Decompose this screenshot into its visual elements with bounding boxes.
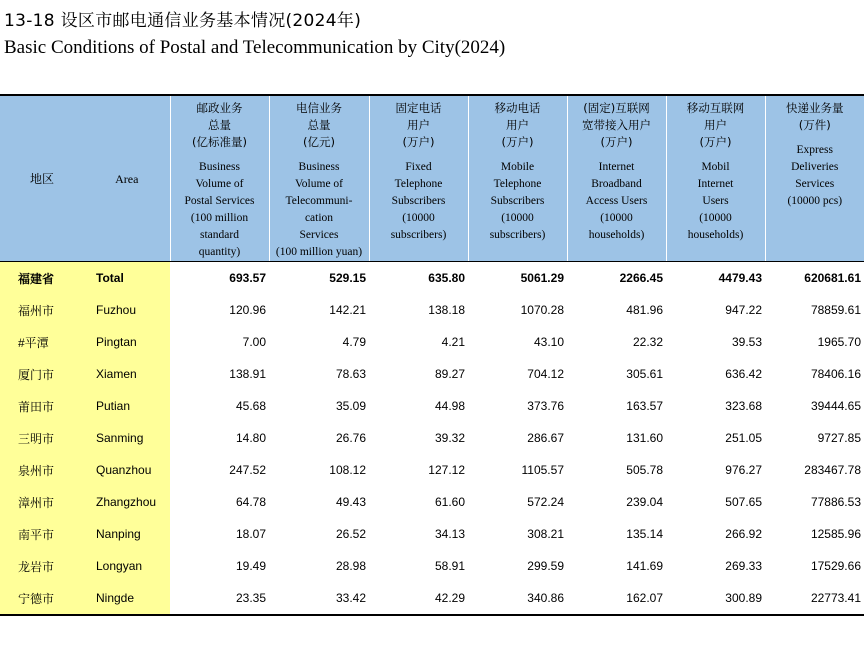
table-row-total (0, 262, 864, 295)
value-cell: 120.96 (229, 303, 266, 317)
value-cell: 22773.41 (810, 591, 861, 605)
table-row (0, 422, 864, 454)
header-row (0, 95, 864, 262)
value-cell: 4479.43 (718, 271, 762, 285)
table-title-cn: 13-18 设区市邮电通信业务基本情况(2024年) (4, 11, 362, 31)
value-cell: 22.32 (632, 335, 663, 349)
value-cell: 64.78 (235, 495, 266, 509)
table-row (0, 326, 864, 358)
value-cell: 7.00 (242, 335, 266, 349)
value-cell: 39.53 (731, 335, 762, 349)
value-cell: 4.79 (342, 335, 366, 349)
table-row (0, 358, 864, 390)
header-col-en: Fixed Telephone Subscribers (10000 subscribers) (390, 161, 447, 241)
value-cell: 43.10 (533, 335, 564, 349)
value-cell: 1105.57 (521, 463, 564, 477)
value-cell: 19.49 (235, 559, 266, 573)
header-col-cn: 移动电话 用户 (万户) (494, 101, 541, 149)
area-cell: Fuzhou (84, 294, 170, 326)
value-cell: 286.67 (527, 431, 564, 445)
value-cell: 35.09 (335, 399, 366, 413)
table-row (0, 550, 864, 582)
area-cell: Quanzhou (84, 454, 170, 486)
area-cell: Putian (84, 390, 170, 422)
value-cell: 1070.28 (520, 303, 564, 317)
value-cell: 39444.65 (810, 399, 861, 413)
header-col-cn: (固定)互联网 宽带接入用户 (万户) (582, 101, 651, 149)
value-cell: 9727.85 (817, 431, 861, 445)
region-cell: 福建省 (0, 262, 84, 295)
value-cell: 947.22 (725, 303, 762, 317)
region-cell: 莆田市 (0, 390, 84, 422)
value-cell: 131.60 (626, 431, 663, 445)
header-col-cn: 邮政业务 总量 (亿标准量) (192, 101, 247, 149)
region-cell: 龙岩市 (0, 550, 84, 582)
value-cell: 269.33 (725, 559, 762, 573)
value-cell: 17529.66 (810, 559, 861, 573)
value-cell: 239.04 (626, 495, 663, 509)
region-cell: 泉州市 (0, 454, 84, 486)
header-col (269, 95, 369, 262)
value-cell: 18.07 (235, 527, 266, 541)
value-cell: 78.63 (335, 367, 366, 381)
area-cell: Pingtan (84, 326, 170, 358)
value-cell: 300.89 (725, 591, 762, 605)
value-cell: 138.91 (229, 367, 266, 381)
area-cell: Total (84, 262, 170, 295)
value-cell: 529.15 (329, 271, 366, 285)
value-cell: 26.76 (335, 431, 366, 445)
value-cell: 89.27 (434, 367, 465, 381)
value-cell: 5061.29 (520, 271, 564, 285)
header-col-cn: 电信业务 总量 (亿元) (296, 101, 342, 149)
value-cell: 61.60 (434, 495, 465, 509)
value-cell: 163.57 (626, 399, 663, 413)
value-cell: 162.07 (626, 591, 663, 605)
value-cell: 266.92 (725, 527, 762, 541)
area-cell: Sanming (84, 422, 170, 454)
region-cell: 南平市 (0, 518, 84, 550)
value-cell: 1965.70 (817, 335, 861, 349)
value-cell: 28.98 (335, 559, 366, 573)
value-cell: 23.35 (235, 591, 266, 605)
area-cell: Xiamen (84, 358, 170, 390)
value-cell: 323.68 (725, 399, 762, 413)
table-row (0, 294, 864, 326)
region-cell: 福州市 (0, 294, 84, 326)
value-cell: 283467.78 (804, 463, 861, 477)
region-cell: 宁德市 (0, 582, 84, 615)
value-cell: 77886.53 (810, 495, 861, 509)
region-cell: 漳州市 (0, 486, 84, 518)
value-cell: 299.59 (527, 559, 564, 573)
value-cell: 34.13 (434, 527, 465, 541)
area-cell: Nanping (84, 518, 170, 550)
value-cell: 58.91 (434, 559, 465, 573)
header-col-en: Internet Broadband Access Users (10000 households) (585, 161, 648, 241)
value-cell: 976.27 (725, 463, 762, 477)
header-col (369, 95, 468, 262)
table-body (0, 262, 864, 616)
value-cell: 78859.61 (810, 303, 861, 317)
table-row (0, 582, 864, 615)
value-cell: 693.57 (229, 271, 266, 285)
table-row (0, 486, 864, 518)
value-cell: 39.32 (434, 431, 465, 445)
table-row (0, 518, 864, 550)
value-cell: 572.24 (527, 495, 564, 509)
header-col-cn: 固定电话 用户 (万户) (395, 101, 442, 149)
header-col (765, 95, 864, 262)
header-col-en: Mobile Telephone Subscribers (10000 subscribers) (489, 161, 546, 241)
value-cell: 505.78 (626, 463, 663, 477)
value-cell: 44.98 (434, 399, 465, 413)
value-cell: 12585.96 (810, 527, 861, 541)
header-col (170, 95, 269, 262)
header-col-en: Business Volume of Telecommuni- cation Services (100 million yuan) (275, 161, 363, 258)
header-area: Area (84, 95, 170, 262)
value-cell: 45.68 (235, 399, 266, 413)
value-cell: 247.52 (229, 463, 266, 477)
header-col (567, 95, 666, 262)
value-cell: 2266.45 (619, 271, 663, 285)
value-cell: 507.65 (725, 495, 762, 509)
value-cell: 141.69 (626, 559, 663, 573)
value-cell: 49.43 (335, 495, 366, 509)
area-cell: Ningde (84, 582, 170, 615)
header-region: 地区 (0, 95, 84, 262)
value-cell: 42.29 (434, 591, 465, 605)
header-col (468, 95, 567, 262)
header-col-en: Mobil Internet Users (10000 households) (687, 161, 744, 241)
value-cell: 127.12 (428, 463, 465, 477)
header-col-cn: 移动互联网 用户 (万户) (686, 101, 745, 149)
value-cell: 704.12 (527, 367, 564, 381)
value-cell: 620681.61 (804, 271, 861, 285)
value-cell: 340.86 (527, 591, 564, 605)
region-cell: #平潭 (0, 326, 84, 358)
value-cell: 481.96 (626, 303, 663, 317)
table-row (0, 454, 864, 486)
statistics-table (0, 94, 864, 616)
value-cell: 251.05 (725, 431, 762, 445)
table-row (0, 390, 864, 422)
value-cell: 373.76 (527, 399, 564, 413)
header-col-en: Express Deliveries Services (10000 pcs) (787, 144, 843, 207)
value-cell: 78406.16 (810, 367, 861, 381)
value-cell: 14.80 (235, 431, 266, 445)
value-cell: 635.80 (428, 271, 465, 285)
area-cell: Longyan (84, 550, 170, 582)
value-cell: 135.14 (626, 527, 663, 541)
header-col (666, 95, 765, 262)
header-col-en: Business Volume of Postal Services (100 million standard quantity) (184, 161, 255, 258)
value-cell: 636.42 (725, 367, 762, 381)
region-cell: 三明市 (0, 422, 84, 454)
value-cell: 305.61 (626, 367, 663, 381)
value-cell: 308.21 (527, 527, 564, 541)
value-cell: 33.42 (335, 591, 366, 605)
table-title-en: Basic Conditions of Postal and Telecommunication by City(2024) (4, 37, 506, 58)
value-cell: 26.52 (335, 527, 366, 541)
header-col-cn: 快递业务量 (万件) (786, 101, 844, 132)
area-cell: Zhangzhou (84, 486, 170, 518)
region-cell: 厦门市 (0, 358, 84, 390)
value-cell: 142.21 (329, 303, 366, 317)
value-cell: 138.18 (428, 303, 465, 317)
value-cell: 108.12 (329, 463, 366, 477)
value-cell: 4.21 (441, 335, 465, 349)
